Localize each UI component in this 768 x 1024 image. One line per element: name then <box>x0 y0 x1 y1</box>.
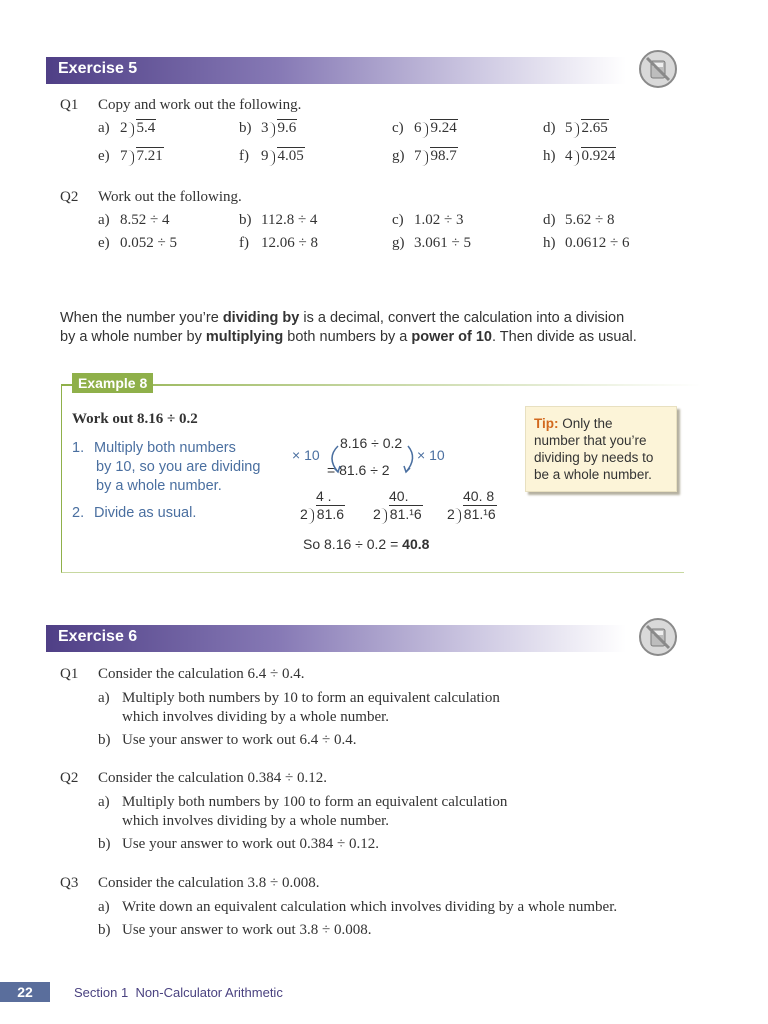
times-10-left: × 10 <box>292 447 320 463</box>
example-8-step-2: 2. Divide as usual. <box>72 505 197 521</box>
ex6-question-part: a) Multiply both numbers by 10 to form an equivalent calculation which involves dividing by a whole number. <box>98 690 500 725</box>
division-quotient: 40. 8 <box>463 488 495 504</box>
division-step: 2 81.¹6 <box>373 506 422 522</box>
ex5-q1-part: g) 7 98.7 <box>392 148 457 164</box>
ex6-question-part: a) Multiply both numbers by 100 to form an equivalent calculation which involves dividing by a whole number. <box>98 794 508 829</box>
ex6-question-prompt: Consider the calculation 0.384 ÷ 0.12. <box>98 770 328 786</box>
ex5-q1-part: f) 9 4.05 <box>239 148 304 164</box>
ex6-question-number: Q2 <box>60 770 79 786</box>
example-8-top-rule <box>61 384 701 386</box>
ex6-question-part: b) Use your answer to work out 6.4 ÷ 0.4. <box>98 732 357 748</box>
no-calculator-icon <box>639 618 677 656</box>
ex5-q2-part: f) 12.06 ÷ 8 <box>239 235 318 251</box>
ex5-q1-part: b) 3 9.6 <box>239 120 297 136</box>
exercise-5-title: Exercise 5 <box>58 60 138 77</box>
ex6-question-number: Q1 <box>60 666 79 682</box>
ex5-q2-part: a) 8.52 ÷ 4 <box>98 212 170 228</box>
intro-paragraph: When the number you’re dividing by is a decimal, convert the calculation into a division by a whole number by multiplying both numbers by a power of 10. Then divide as usual. <box>60 310 637 345</box>
ex5-q1-part: a) 2 5.4 <box>98 120 156 136</box>
example-8-result: So 8.16 ÷ 0.2 = 40.8 <box>303 536 430 552</box>
ex5-q1-number: Q1 <box>60 97 79 113</box>
ex6-question-part: b) Use your answer to work out 0.384 ÷ 0.12. <box>98 836 379 852</box>
ex6-question-number: Q3 <box>60 875 79 891</box>
ex5-q1-prompt: Copy and work out the following. <box>98 97 302 113</box>
ex5-q2-number: Q2 <box>60 189 79 205</box>
calc-bottom: = 81.6 ÷ 2 <box>327 462 390 478</box>
exercise-5-banner <box>46 57 626 84</box>
tip-box: Tip: Only the number that you’re dividing by needs to be a whole number. <box>525 406 677 492</box>
example-8-step-1: 1. Multiply both numbers by 10, so you are dividing by a whole number. <box>72 440 261 494</box>
division-step: 2 81.6 <box>300 506 345 522</box>
ex5-q1-part: d) 5 2.65 <box>543 120 608 136</box>
ex5-q2-prompt: Work out the following. <box>98 189 242 205</box>
exercise-6-title: Exercise 6 <box>58 628 138 645</box>
calc-top: 8.16 ÷ 0.2 <box>340 435 403 451</box>
ex5-q1-part: h) 4 0.924 <box>543 148 616 164</box>
ex6-question-part: b) Use your answer to work out 3.8 ÷ 0.008. <box>98 922 372 938</box>
ex5-q2-part: h) 0.0612 ÷ 6 <box>543 235 630 251</box>
ex5-q1-part: c) 6 9.24 <box>392 120 457 136</box>
ex6-question-prompt: Consider the calculation 6.4 ÷ 0.4. <box>98 666 305 682</box>
ex5-q2-part: e) 0.052 ÷ 5 <box>98 235 177 251</box>
ex5-q1-part: e) 7 7.21 <box>98 148 163 164</box>
ex6-question-part: a) Write down an equivalent calculation which involves dividing by a whole number. <box>98 899 618 915</box>
ex5-q2-part: c) 1.02 ÷ 3 <box>392 212 464 228</box>
exercise-6-banner <box>46 625 626 652</box>
ex5-q2-part: g) 3.061 ÷ 5 <box>392 235 471 251</box>
times-10-right: × 10 <box>417 447 445 463</box>
page-number: 22 <box>0 982 50 1002</box>
footer-section: Section 1 Non-Calculator Arithmetic <box>74 985 283 1000</box>
ex6-question-prompt: Consider the calculation 3.8 ÷ 0.008. <box>98 875 320 891</box>
example-8-heading: Work out 8.16 ÷ 0.2 <box>72 411 198 427</box>
division-quotient: 4 . <box>316 488 332 504</box>
ex5-q2-part: d) 5.62 ÷ 8 <box>543 212 615 228</box>
division-step: 2 81.¹6 <box>447 506 496 522</box>
no-calculator-icon <box>639 50 677 88</box>
multiply-arrows <box>322 440 422 480</box>
example-8-tab: Example 8 <box>72 373 153 393</box>
division-quotient: 40. <box>389 488 409 504</box>
ex5-q2-part: b) 112.8 ÷ 4 <box>239 212 318 228</box>
